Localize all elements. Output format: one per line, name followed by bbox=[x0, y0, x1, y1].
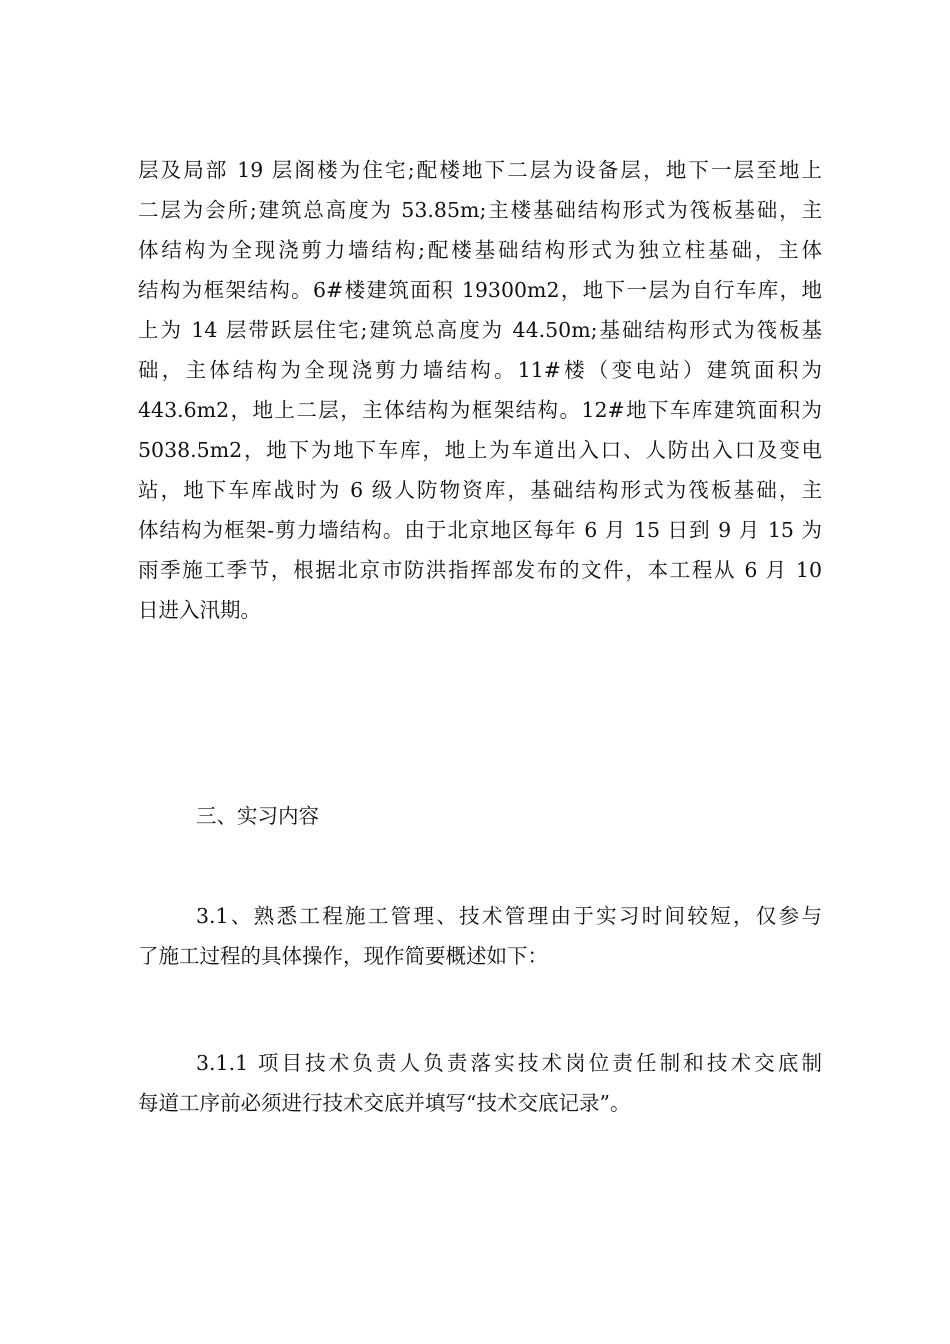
section-heading-3 bbox=[138, 796, 822, 836]
text-line: 3.1、熟悉工程施工管理、技术管理由于实习时间较短，仅参与 bbox=[196, 904, 822, 928]
text-line: 了施工过程的具体操作，现作简要概述如下： bbox=[138, 944, 548, 968]
section-title: 三、实习内容 bbox=[196, 804, 319, 828]
text-line: 础，主体结构为全现浇剪力墙结构。11#楼（变电站）建筑面积为 bbox=[138, 358, 822, 382]
text-line: 体结构为框架-剪力墙结构。由于北京地区每年 6 月 15 日到 9 月 15 为 bbox=[138, 518, 822, 542]
text-line: 站，地下车库战时为 6 级人防物资库，基础结构形式为筏板基础，主 bbox=[138, 478, 822, 502]
text-line: 雨季施工季节，根据北京市防洪指挥部发布的文件，本工程从 6 月 10 bbox=[138, 558, 822, 582]
text-line: 结构为框架结构。6#楼建筑面积 19300m2，地下一层为自行车库，地 bbox=[138, 278, 822, 302]
text-line: 体结构为全现浇剪力墙结构;配楼基础结构形式为独立柱基础，主体 bbox=[138, 238, 822, 262]
text-line: 443.6m2，地上二层，主体结构为框架结构。12#地下车库建筑面积为 bbox=[138, 398, 822, 422]
text-line: 3.1.1 项目技术负责人负责落实技术岗位责任制和技术交底制 bbox=[196, 1051, 822, 1075]
text-line: 每道工序前必须进行技术交底并填写“技术交底记录”。 bbox=[138, 1091, 631, 1115]
text-line: 二层为会所;建筑总高度为 53.85m;主楼基础结构形式为筏板基础，主 bbox=[138, 198, 822, 222]
text-line: 上为 14 层带跃层住宅;建筑总高度为 44.50m;基础结构形式为筏板基 bbox=[138, 318, 822, 342]
text-line: 日进入汛期。 bbox=[138, 598, 261, 622]
paragraph-3-1-1 bbox=[138, 1043, 822, 1123]
text-line: 5038.5m2，地下为地下车库，地上为车道出入口、人防出入口及变电 bbox=[138, 438, 822, 462]
paragraph-project-overview bbox=[138, 150, 822, 630]
text-line: 层及局部 19 层阁楼为住宅;配楼地下二层为设备层，地下一层至地上 bbox=[138, 158, 822, 182]
paragraph-3-1 bbox=[138, 896, 822, 976]
